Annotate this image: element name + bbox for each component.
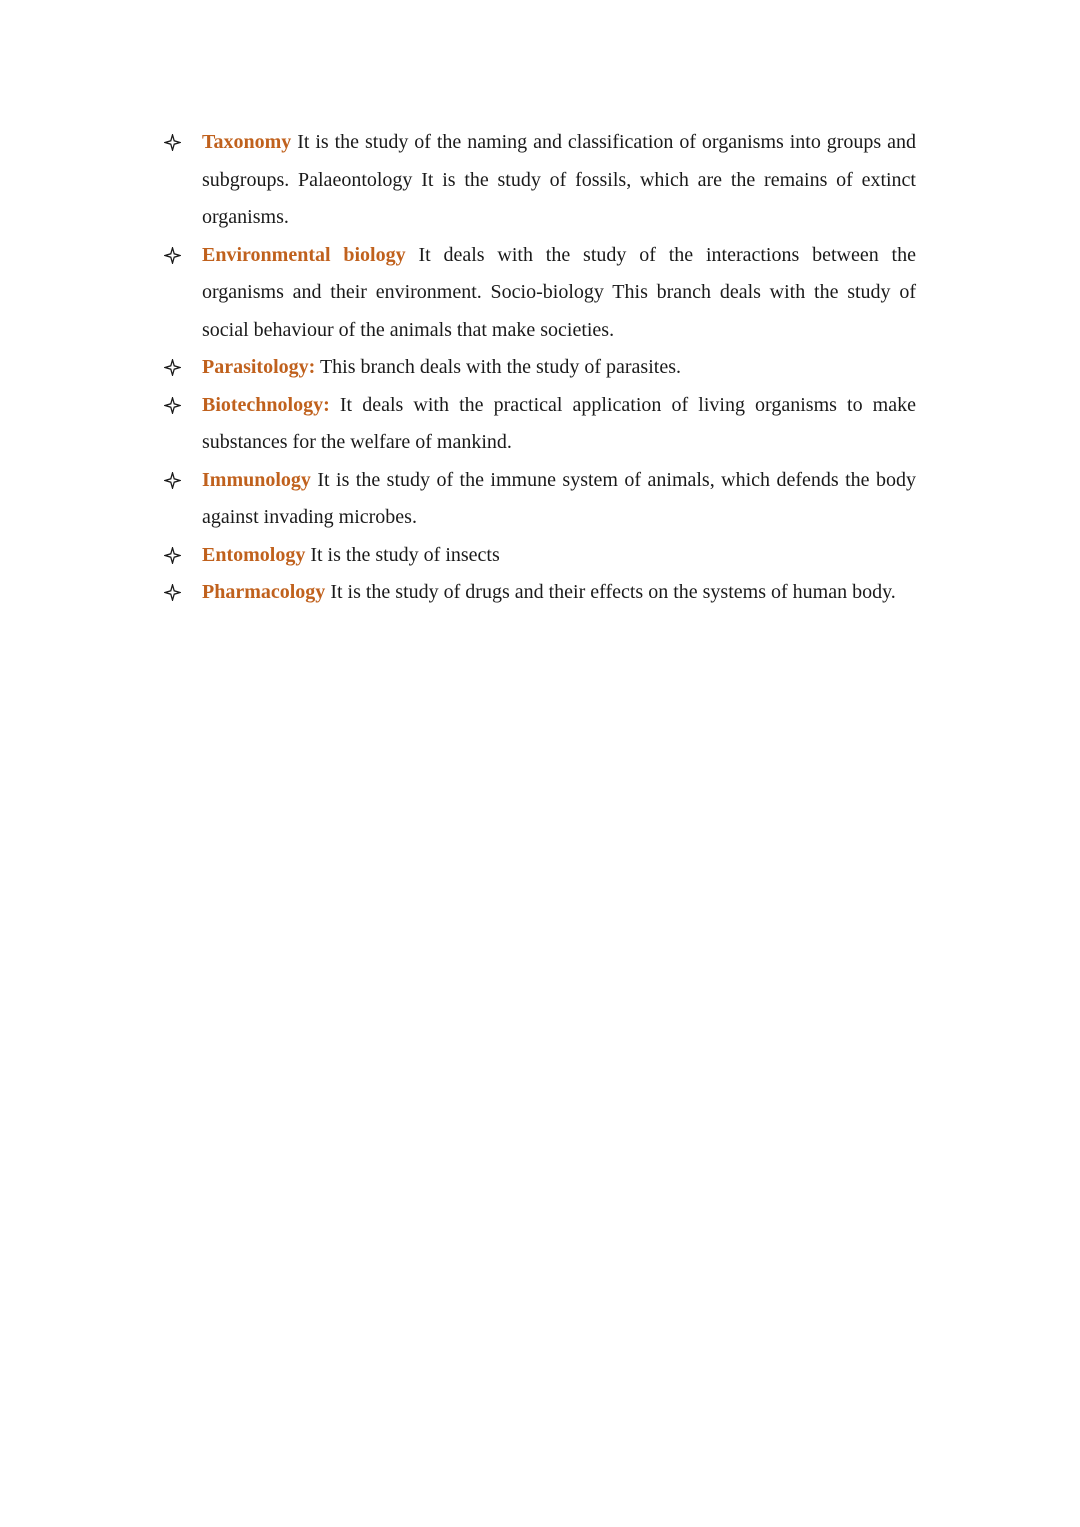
list-item-biotechnology (164, 387, 916, 462)
term-label: Parasitology: (202, 356, 316, 378)
four-point-star-icon (164, 584, 181, 601)
four-point-star-icon (164, 547, 181, 564)
definition-text: It is the study of insects (305, 543, 500, 566)
list-item-entomology (164, 537, 916, 575)
term-label: Immunology (202, 468, 311, 491)
definition-text: It deals with the study of the interactions between the organisms and their environment. Socio-biology This branch deals with the study of social behaviour of the animals that make societies. (202, 243, 916, 341)
list-item-pharmacology (164, 574, 916, 612)
term-label: Environmental biology (202, 243, 406, 266)
four-point-star-icon (164, 247, 181, 264)
list-item-immunology (164, 462, 916, 537)
four-point-star-icon (164, 134, 181, 151)
list-item-parasitology (164, 349, 916, 387)
term-label: Pharmacology (202, 581, 326, 603)
four-point-star-icon (164, 397, 181, 414)
four-point-star-icon (164, 359, 181, 376)
definition-text: It is the study of the immune system of animals, which defends the body against invading microbes. (202, 468, 916, 528)
definition-text: It is the study of the naming and classification of organisms into groups and subgroups. Palaeontology It is the study of fossils, which are the remains of extinct organisms. (202, 131, 916, 228)
branches-list (164, 124, 916, 612)
definition-text: It is the study of drugs and their effects on the systems of human body. (325, 581, 896, 603)
definition-text: This branch deals with the study of parasites. (315, 356, 681, 378)
term-label: Biotechnology: (202, 393, 330, 416)
term-label: Taxonomy (202, 131, 292, 153)
definition-text: It deals with the practical application of living organisms to make substances for the welfare of mankind. (202, 393, 916, 453)
list-item-taxonomy (164, 124, 916, 237)
list-item-environmental-biology (164, 237, 916, 350)
four-point-star-icon (164, 472, 181, 489)
term-label: Entomology (202, 543, 306, 566)
